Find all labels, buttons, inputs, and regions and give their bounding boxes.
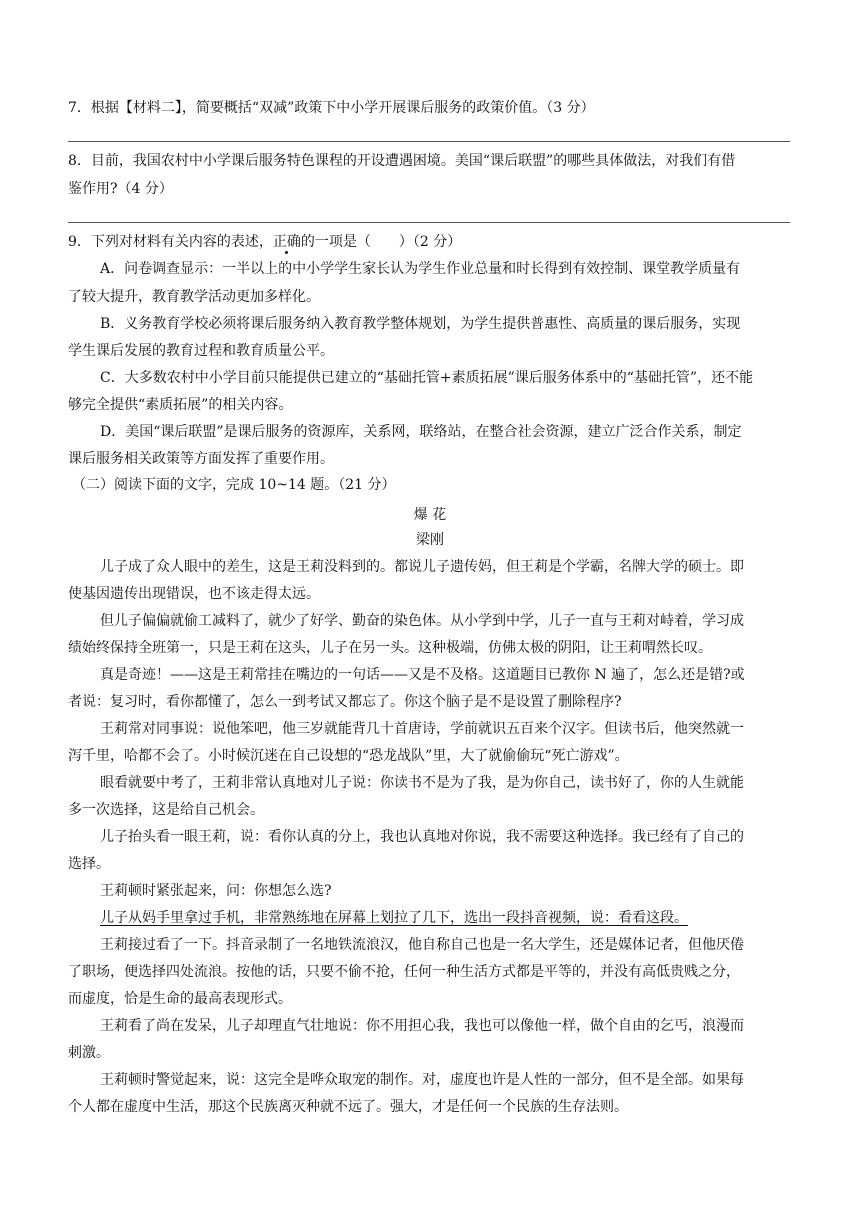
question-8-line-2: 鉴作用?（4 分）: [68, 181, 173, 197]
question-9-prefix: 9．下列对材料有关内容的表述，: [68, 234, 273, 250]
story-line: 儿子抬头看一眼王莉，说：看你认真的分上，我也认真地对你说，我不需要这种选择。我已经有了自己的: [100, 829, 744, 845]
story-line: 真是奇迹！——这是王莉常挂在嘴边的一句话——又是不及格。这道题目已教你 N 遍了，怎么还是错?或: [100, 667, 745, 683]
option-a-line-2: 了较大提升，教育教学活动更加多样化。: [68, 289, 320, 305]
story-line: 多一次选择，这是给自己机会。: [68, 802, 264, 818]
story-line: 而虚度，恰是生命的最高表现形式。: [68, 991, 292, 1007]
story-line: 刺激。: [68, 1045, 110, 1061]
option-d-line-1: D．美国“课后联盟”是课后服务的资源库，关系网，联络站，在整合社会资源，建立广泛合作关系，制定: [100, 424, 742, 440]
story-line: 了职场，便选择四处流浪。按他的话，只要不偷不抢，任何一种生活方式都是平等的，并没有高低贵贱之分，: [68, 964, 740, 980]
question-9-emphasis: 正确: [272, 234, 301, 250]
option-d-line-2: 课后服务相关政策等方面发挥了重要作用。: [68, 451, 334, 467]
story-line: 个人都在虚度中生活，那这个民族离灭种就不远了。强大，才是任何一个民族的生存法则。: [68, 1099, 628, 1115]
story-line: 泻千里，哈都不会了。小时候沉迷在自己设想的“恐龙战队”里，大了就偷偷玩“死亡游戏”。: [68, 748, 629, 764]
story-line: 王莉常对同事说：说他笨吧，他三岁就能背几十首唐诗，学前就识五百来个汉字。但读书后，他突然就一: [100, 721, 744, 737]
option-b-line-2: 学生课后发展的教育过程和教育质量公平。: [68, 343, 334, 359]
section-2-heading: （二）阅读下面的文字，完成 10~14 题。（21 分）: [72, 477, 396, 493]
story-line: 王莉顿时警觉起来，说：这完全是哗众取宠的制作。对，虚度也许是人性的一部分，但不是全部。如果每: [100, 1072, 744, 1088]
story-line: 儿子成了众人眼中的差生，这是王莉没料到的。都说儿子遗传妈，但王莉是个学霸，名牌大学的硕士。即: [100, 559, 744, 575]
story-line: 使基因遗传出现错误，也不该走得太远。: [68, 586, 320, 602]
story-line: 王莉接过看了一下。抖音录制了一名地铁流浪汉，他自称自己也是一名大学生，还是媒体记者，但他厌倦: [100, 937, 744, 953]
story-line: 但儿子偏偏就偷工减料了，就少了好学、勤奋的染色体。从小学到中学，儿子一直与王莉对峙着，学习成: [100, 613, 744, 629]
question-7: 7．根据【材料二】，简要概括“双减”政策下中小学开展课后服务的政策价值。（3 分）: [68, 100, 595, 116]
story-line: 绩始终保持全班第一，只是王莉在这头，儿子在另一头。这种极端，仿佛太极的阴阳，让王莉喟然长叹。: [68, 640, 712, 656]
answer-line-q8: [68, 222, 790, 223]
story-line: 选择。: [68, 856, 110, 872]
story-line: 王莉顿时紧张起来，问：你想怎么选?: [100, 883, 332, 899]
story-line: 王莉看了尚在发呆，儿子却理直气壮地说：你不用担心我，我也可以像他一样，做个自由的乞丐，浪漫而: [100, 1018, 744, 1034]
question-9-suffix: 的一项是（ ）（2 分）: [300, 234, 462, 250]
story-line-underlined: 儿子从妈手里拿过手机，非常熟练地在屏幕上划拉了几下，选出一段抖音视频，说：看看这段。: [100, 910, 688, 926]
question-9: [68, 232, 461, 252]
story-line: 眼看就要中考了，王莉非常认真地对儿子说：你读书不是为了我，是为你自己，读书好了，你的人生就能: [100, 775, 744, 791]
option-b-line-1: B．义务教育学校必须将课后服务纳入教育教学整体规划，为学生提供普惠性、高质量的课后服务，实现: [100, 316, 741, 332]
question-8-line-1: 8．目前，我国农村中小学课后服务特色课程的开设遭遇困境。美国“课后联盟”的哪些具体做法，对我们有借: [68, 153, 736, 169]
story-author: 梁刚: [416, 532, 444, 548]
answer-line-q7: [68, 141, 790, 142]
story-line: 者说：复习时，看你都懂了，怎么一到考试又都忘了。你这个脑子是不是设置了删除程序?: [68, 694, 622, 710]
option-c-line-1: C．大多数农村中小学目前只能提供已建立的“基础托管+素质拓展”课后服务体系中的“基础托管”，还不能: [100, 370, 754, 386]
option-c-line-2: 够完全提供“素质拓展”的相关内容。: [68, 397, 293, 413]
option-a-line-1: A．问卷调查显示：一半以上的中小学学生家长认为学生作业总量和时长得到有效控制、课堂教学质量有: [100, 261, 741, 277]
story-title: 爆 花: [413, 507, 447, 523]
